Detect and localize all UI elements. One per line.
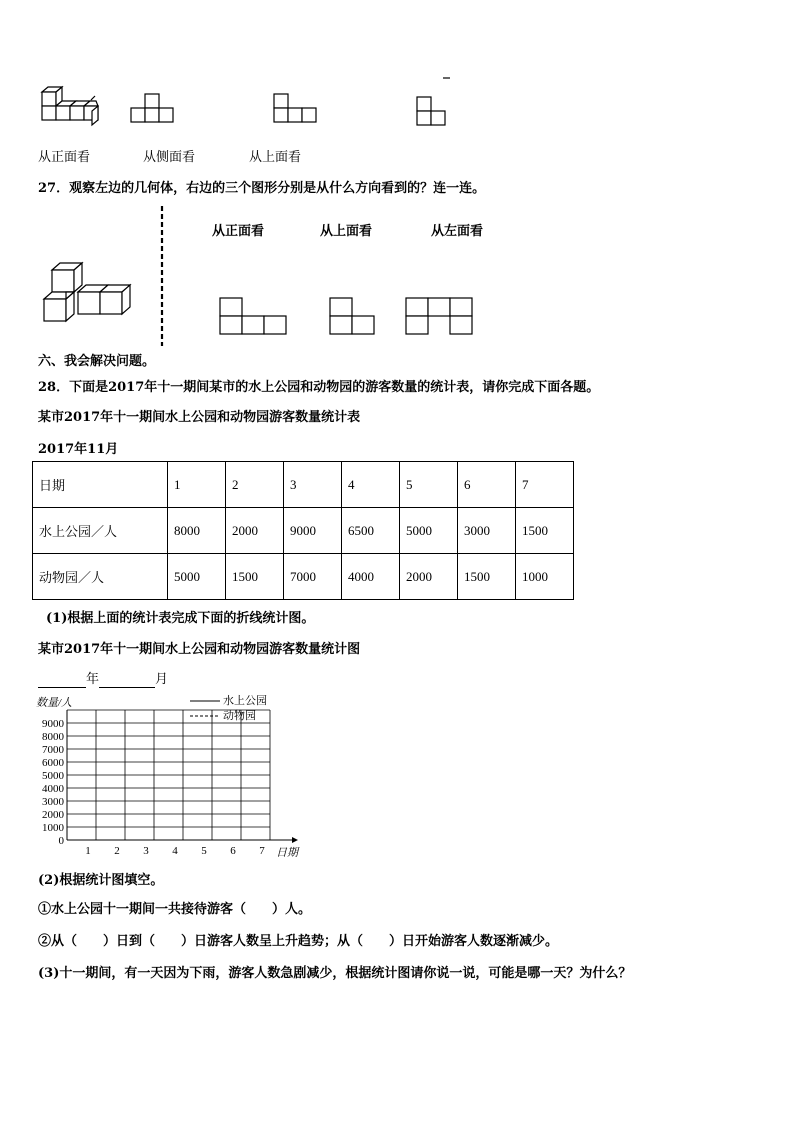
table-cell: 1500 xyxy=(458,554,516,600)
q28-table-date: 2017年11月 xyxy=(38,442,119,457)
top-view-2 xyxy=(274,94,316,122)
q28-chart-title: 某市2017年十一期间水上公园和动物园游客数量统计图 xyxy=(38,642,361,657)
chart-y-tick-label: 9000 xyxy=(42,718,64,730)
q27-view-c xyxy=(406,298,472,334)
line-chart xyxy=(30,690,320,862)
table-header-cell: 1 xyxy=(168,462,226,508)
chart-grid xyxy=(67,710,270,840)
legend-water-park: 水上公园 xyxy=(223,695,267,707)
table-cell: 1500 xyxy=(226,554,284,600)
table-row-water-park xyxy=(33,508,574,554)
q27-label-front: 从正面看 xyxy=(212,224,265,239)
top-view-label-front: 从正面看 xyxy=(38,150,91,165)
table-cell: 7000 xyxy=(284,554,342,600)
chart-x-tick-label: 6 xyxy=(230,845,236,857)
year-month-fill xyxy=(38,668,168,688)
q27-view-b xyxy=(330,298,374,334)
table-row-zoo xyxy=(33,554,574,600)
legend-zoo: 动物园 xyxy=(223,710,256,722)
q28-item1: ①水上公园十一期间一共接待游客（ ）人。 xyxy=(38,902,312,917)
q27-figures xyxy=(38,204,488,350)
q28-part1: (1)根据上面的统计表完成下面的折线统计图。 xyxy=(46,611,315,626)
table-row-label: 动物园／人 xyxy=(33,554,168,600)
q28-item2: ②从（ ）日到（ ）日游客人数呈上升趋势；从（ ）日开始游客人数逐渐减少。 xyxy=(38,934,559,949)
table-cell: 1500 xyxy=(516,508,574,554)
table-header-cell: 3 xyxy=(284,462,342,508)
chart-y-tick-label: 2000 xyxy=(42,809,64,821)
year-label: 年 xyxy=(86,672,100,687)
month-blank[interactable] xyxy=(99,672,155,688)
q27-solid-figure xyxy=(44,263,130,321)
table-header-cell: 6 xyxy=(458,462,516,508)
chart-y-tick-label: 8000 xyxy=(42,731,64,743)
section6-heading: 六、我会解决问题。 xyxy=(38,354,156,369)
chart-x-label: 日期 xyxy=(276,847,298,859)
chart-x-tick-label: 1 xyxy=(85,845,91,857)
chart-y-ticks xyxy=(42,718,65,847)
chart-x-axis-arrow xyxy=(292,837,298,843)
chart-x-tick-label: 3 xyxy=(143,845,149,857)
table-cell: 2000 xyxy=(226,508,284,554)
table-cell: 1000 xyxy=(516,554,574,600)
year-blank[interactable] xyxy=(38,672,86,688)
table-cell: 4000 xyxy=(342,554,400,600)
q28-part2: (2)根据统计图填空。 xyxy=(38,873,164,888)
month-label: 月 xyxy=(155,672,169,687)
table-cell: 3000 xyxy=(458,508,516,554)
stat-table xyxy=(32,461,574,600)
q27-question: 27．观察左边的几何体，右边的三个图形分别是从什么方向看到的？连一连。 xyxy=(38,181,486,196)
chart-y-tick-label: 7000 xyxy=(42,744,64,756)
q28-question: 28．下面是2017年十一期间某市的水上公园和动物园的游客数量的统计表，请你完成下面各题。 xyxy=(38,380,600,395)
q27-view-a xyxy=(220,298,286,334)
top-view-3 xyxy=(417,78,450,125)
top-view-1 xyxy=(131,94,173,122)
chart-y-tick-label: 3000 xyxy=(42,796,64,808)
chart-x-tick-label: 7 xyxy=(259,845,265,857)
table-cell: 9000 xyxy=(284,508,342,554)
chart-y-tick-label: 6000 xyxy=(42,757,64,769)
chart-x-tick-label: 2 xyxy=(114,845,120,857)
chart-y-tick-label: 5000 xyxy=(42,770,64,782)
table-header-cell: 5 xyxy=(400,462,458,508)
top-solid-figure xyxy=(42,87,98,125)
table-cell: 5000 xyxy=(168,554,226,600)
chart-x-tick-label: 5 xyxy=(201,845,207,857)
table-cell: 5000 xyxy=(400,508,458,554)
top-views-figures xyxy=(36,76,456,134)
table-header-cell: 4 xyxy=(342,462,400,508)
chart-y-label: 数量/人 xyxy=(36,697,73,709)
q27-label-top: 从上面看 xyxy=(320,224,373,239)
table-header-cell: 日期 xyxy=(33,462,168,508)
q28-part3: (3)十一期间，有一天因为下雨，游客人数急剧减少，根据统计图请你说一说，可能是哪一天？为什么？ xyxy=(38,966,632,981)
top-view-label-side: 从侧面看 xyxy=(143,150,196,165)
chart-x-tick-label: 4 xyxy=(172,845,178,857)
q27-label-left: 从左面看 xyxy=(431,224,484,239)
table-row-label: 水上公园／人 xyxy=(33,508,168,554)
table-cell: 8000 xyxy=(168,508,226,554)
table-cell: 2000 xyxy=(400,554,458,600)
top-view-label-top: 从上面看 xyxy=(249,150,302,165)
chart-y-tick-label: 0 xyxy=(58,835,64,847)
chart-y-tick-label: 4000 xyxy=(42,783,64,795)
table-header-cell: 7 xyxy=(516,462,574,508)
chart-x-ticks xyxy=(85,845,265,857)
table-header-cell: 2 xyxy=(226,462,284,508)
q28-table-title: 某市2017年十一期间水上公园和动物园游客数量统计表 xyxy=(38,410,361,425)
chart-y-tick-label: 1000 xyxy=(42,822,64,834)
table-cell: 6500 xyxy=(342,508,400,554)
table-header-row xyxy=(33,462,574,508)
